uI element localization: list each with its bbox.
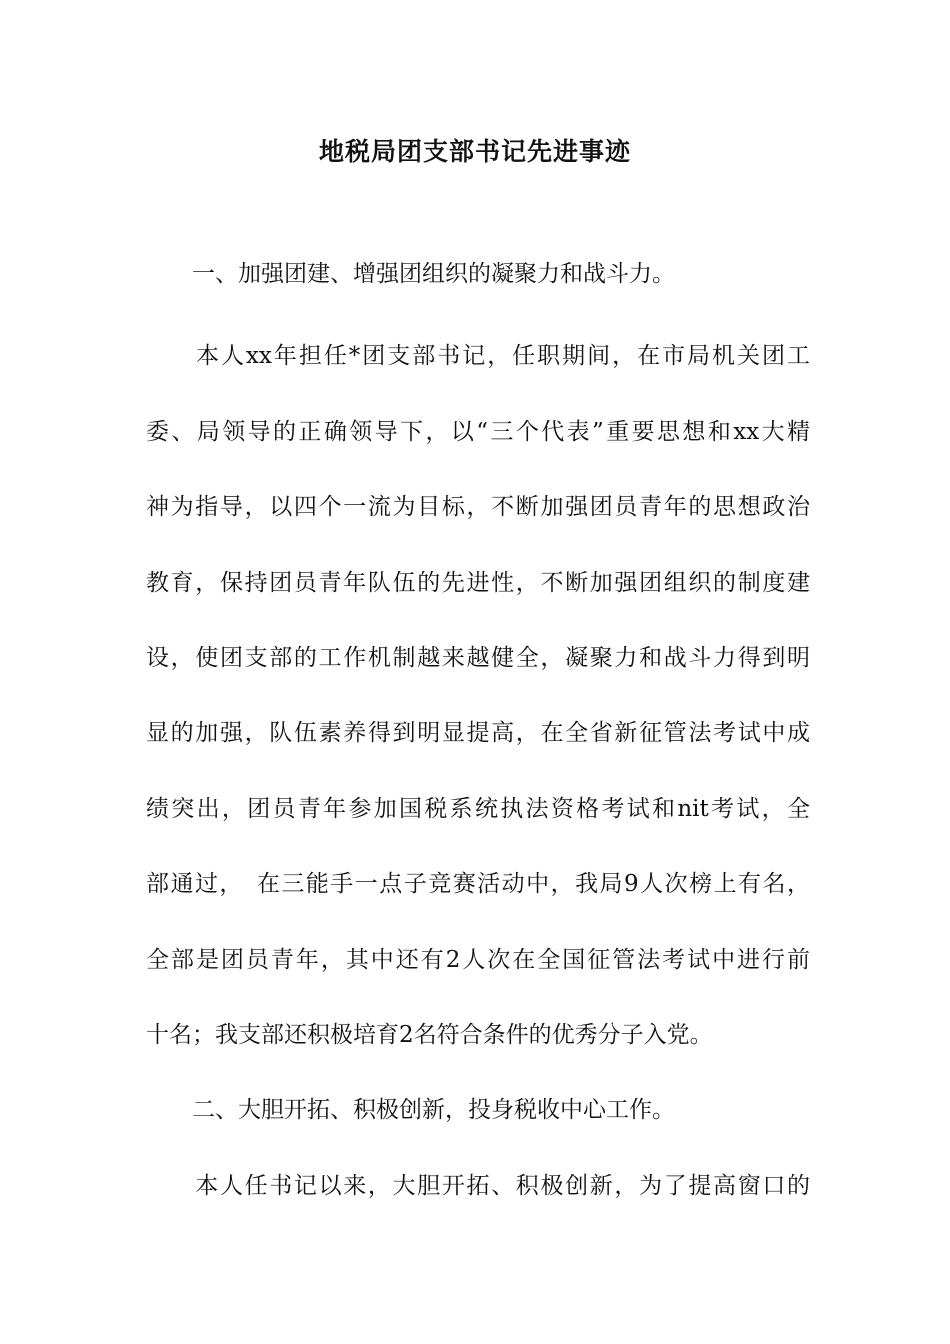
section-heading-1: 一、加强团建、增强团组织的凝聚力和战斗力。 — [146, 261, 675, 287]
paragraph-line: 绩突出，团员青年参加国税系统执法资格考试和nit考试，全 — [146, 796, 810, 822]
paragraph-line: 显的加强，队伍素养得到明显提高，在全省新征管法考试中成 — [146, 720, 810, 746]
section-heading-2: 二、大胆开拓、积极创新，投身税收中心工作。 — [146, 1097, 675, 1123]
paragraph-line: 本人任书记以来，大胆开拓、积极创新，为了提高窗口的 — [146, 1173, 810, 1199]
paragraph-line: 委、局领导的正确领导下，以“三个代表”重要思想和xx大精 — [146, 419, 810, 445]
paragraph-line: 教育，保持团员青年队伍的先进性，不断加强团组织的制度建 — [146, 570, 810, 596]
paragraph-line: 十名；我支部还积极培育2名符合条件的优秀分子入党。 — [146, 1022, 713, 1048]
paragraph-line: 设，使团支部的工作机制越来越健全，凝聚力和战斗力得到明 — [146, 645, 810, 671]
paragraph-line: 全部是团员青年，其中还有2人次在全国征管法考试中进行前 — [146, 947, 810, 973]
document-title: 地税局团支部书记先进事迹 — [318, 137, 631, 166]
paragraph-line: 部通过， 在三能手一点子竞赛活动中，我局9人次榜上有名， — [146, 871, 810, 897]
paragraph-line: 本人xx年担任*团支部书记，任职期间，在市局机关团工 — [146, 343, 810, 369]
paragraph-line: 神为指导，以四个一流为目标，不断加强团员青年的思想政治 — [146, 494, 810, 520]
